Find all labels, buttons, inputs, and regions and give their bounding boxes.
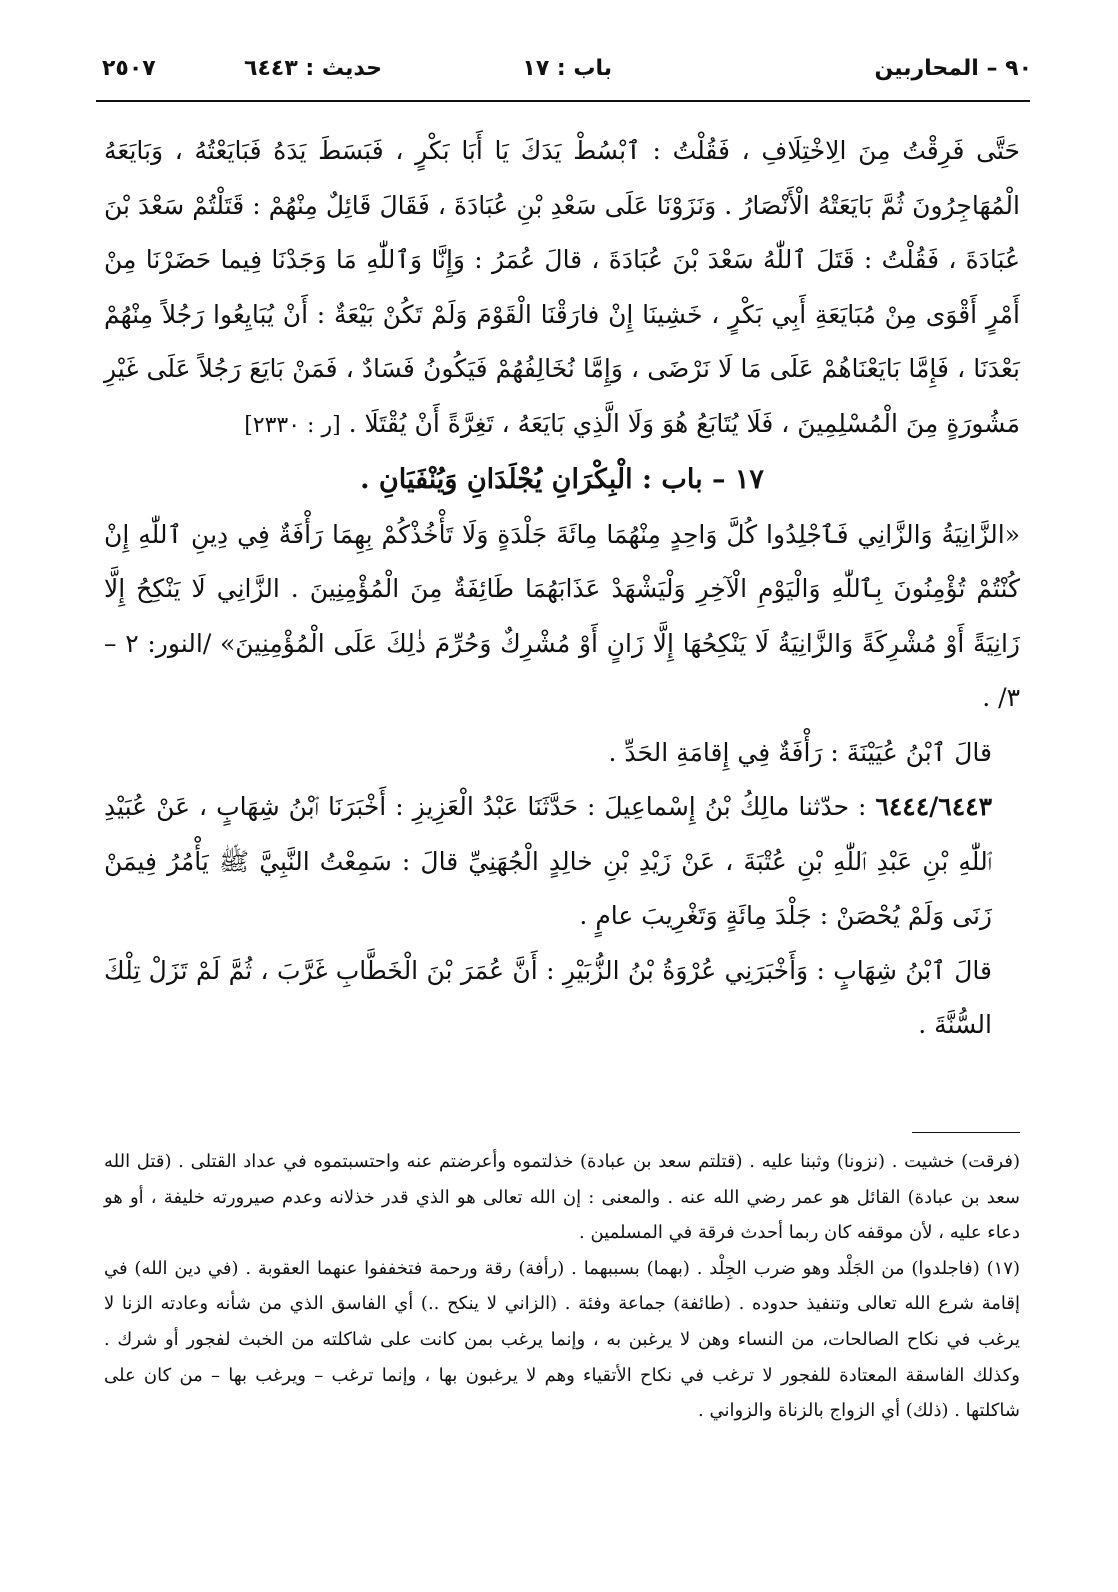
hadith-text: : حدّثنا مالِكُ بْنُ إِسْماعِيلَ : حَدَّثَنَا عَبْدُ الْعَزِيزِ : أَخْبَرَنَا ٱبْنُ شِهَابٍ ، عَنْ عُبَيْدِ ٱللّٰهِ بْنِ عَبْدِ ٱللّٰهِ بْنِ عُتْبَةَ ، عَنْ زَيْدِ بْنِ خالِدٍ الْجُهَنِيِّ قالَ : سَمِعْتُ النَّبِيَّ ﷺ يَأْمُرُ فِيمَنْ زَنَى وَلَمْ يُحْصَنْ : جَلْدَ مِائَةٍ وَتَغْرِيبَ عامٍ .	[104, 792, 992, 930]
page-number: ٢٥٠٧	[102, 56, 156, 81]
footnote-2: (١٧) (فاجلدوا) من الجَلْد وهو ضرب الجِلْد . (بهما) بسببهما . (رأفة) رقة ورحمة فتخففوا عنهما العقوبة . (في دين الله) في إقامة شرع الله تعالى وتنفيذ حدوده . (طائفة) جماعة وفئة . (الزاني لا ينكح ..) أي الفاسق الذي من شأنه وعادته الزنا لا يرغب في نكاح الصالحات، من النساء وهن لا يرغبن به ، وإنما يرغب بمن كانت على شاكلته من الخبث لفجور أو شرك . وكذلك الفاسقة المعتادة للفجور لا ترغب في نكاح الأتقياء وهم لا يرغبون بها ، وإنما ترغب – ويرغب بها – من كان على شاكلتها . (ذلك) أي الزواج بالزناة والزواني .	[104, 1257, 1020, 1422]
header-hadith-number: حديث : ٦٤٤٣	[244, 56, 382, 81]
header-bab: باب : ١٧	[522, 56, 612, 81]
main-text	[104, 124, 1020, 1053]
paragraph-continuation	[104, 124, 1020, 453]
footnote-1: (فرقت) خشيت . (نزونا) وثبنا عليه . (قتلتم سعد بن عبادة) خذلتموه وأعرضتم عنه واحتسبتموه في عداد القتلى . (قتل الله سعد بن عبادة) القائل هو عمر رضي الله عنه . والمعنى : إن الله تعالى هو الذي قدر خذلانه وعدم صيرورته خليفة ، أو هو دعاء عليه ، لأن موقفه كان ربما أحدث فرقة في المسلمين .	[104, 1151, 1020, 1244]
running-header	[102, 56, 1032, 92]
quran-verse: «الزَّانِيَةُ وَالزَّانِي فَٱجْلِدُوا كُلَّ وَاحِدٍ مِنْهُمَا مِائَةَ جَلْدَةٍ وَلَا تَأْخُذْكُمْ بِهِمَا رَأْفَةٌ فِي دِينِ ٱللّٰهِ إِنْ كُنْتُمْ تُؤْمِنُونَ بِٱللّٰهِ وَالْيَوْمِ الْآخِرِ وَلْيَشْهَدْ عَذَابَهُمَا طَائِفَةٌ مِنَ الْمُؤْمِنِينَ . الزَّانِي لَا يَنْكِحُ إِلَّا زَانِيَةً أَوْ مُشْرِكَةً وَالزَّانِيَةُ لَا يَنْكِحُهَا إِلَّا زَانٍ أَوْ مُشْرِكٌ وَحُرِّمَ ذٰلِكَ عَلَى الْمُؤْمِنِينَ» /النور: ٢ – ٣/ .	[104, 519, 1020, 712]
cross-reference: [ر : ٢٣٣٠]	[244, 412, 341, 438]
footnote-rule	[912, 1132, 1020, 1133]
hadith-paragraph	[104, 780, 1020, 944]
chapter-title: ١٧ – باب : الْبِكْرَانِ يُجْلَدَانِ وَيُنْفَيَانِ .	[360, 464, 764, 495]
hadith-number: ٦٤٤٤/٦٤٤٣	[875, 792, 992, 821]
ibn-shihab-comment: قالَ ٱبْنُ شِهَابٍ : وَأَخْبَرَنِي عُرْوَةُ بْنُ الزُّبَيْرِ : أَنَّ عُمَرَ بْنَ الْخَطَّابِ غَرَّبَ ، ثُمَّ لَمْ تَزَلْ تِلْكَ السُّنَّةَ .	[104, 955, 992, 1039]
footnotes	[104, 1144, 1020, 1429]
ibn-uyayna-comment: قالَ ٱبْنُ عُيَيْنَةَ : رَأْفَةٌ فِي إِقامَةِ الحَدِّ .	[608, 737, 992, 767]
header-rule	[96, 100, 1030, 102]
paragraph-text: حَتَّى فَرِقْتُ مِنَ الِاخْتِلَافِ ، فَقُلْتُ : ٱبْسُطْ يَدَكَ يَا أَبَا بَكْرٍ ، فَبَسَطَ يَدَهُ فَبَايَعْتُهُ ، وَبَايَعَهُ الْمُهَاجِرُونَ ثُمَّ بَايَعَتْهُ الْأَنْصَارُ . وَنَزَوْنَا عَلَى سَعْدِ بْنِ عُبَادَةَ ، فَقَالَ قَائِلٌ مِنْهُمْ : قَتَلْتُمْ سَعْدَ بْنَ عُبَادَةَ ، فَقُلْتُ : قَتَلَ ٱللّٰهُ سَعْدَ بْنَ عُبَادَةَ ، قالَ عُمَرُ : وَإِنَّا وَٱللّٰهِ مَا وَجَدْنَا فِيما حَضَرْنَا مِنْ أَمْرٍ أَقْوَى مِنْ مُبَايَعَةِ أَبِي بَكْرٍ ، خَشِينَا إِنْ فارَقْنَا الْقَوْمَ وَلَمْ تَكُنْ بَيْعَةٌ : أَنْ يُبَايِعُوا رَجُلاً مِنْهُمْ بَعْدَنَا ، فَإِمَّا بَايَعْنَاهُمْ عَلَى مَا لَا نَرْضَى ، وَإِمَّا نُخَالِفُهُمْ فَيَكُونُ فَسَادٌ ، فَمَنْ بَايَعَ رَجُلاً عَلَى غَيْرِ مَشُورَةٍ مِنَ الْمُسْلِمِينَ ، فَلَا يُتَابَعُ هُوَ وَلَا الَّذِي بَايَعَهُ ، تَغِرَّةً أَنْ يُقْتَلَا .	[104, 136, 1020, 438]
header-chapter: ٩٠ – المحاربين	[874, 56, 1032, 81]
